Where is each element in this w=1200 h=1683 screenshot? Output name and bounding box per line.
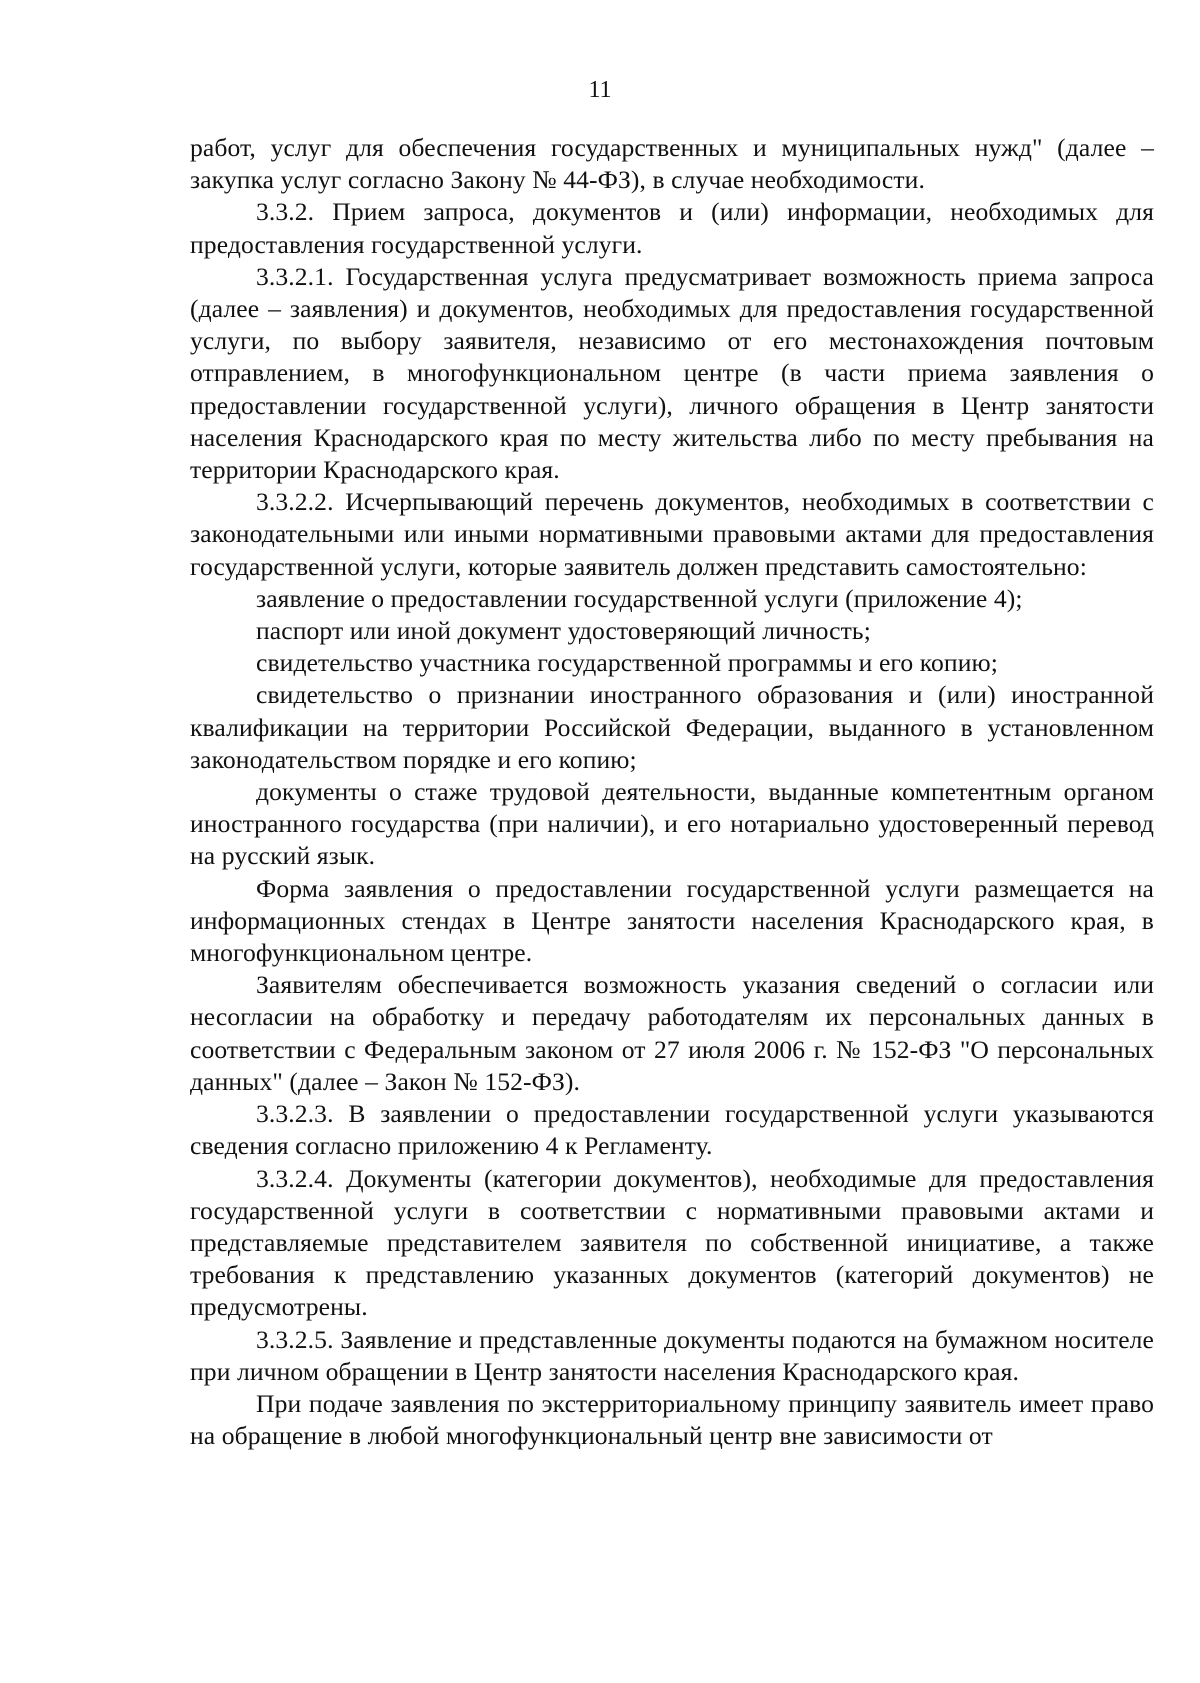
document-body: [190, 132, 1154, 1452]
paragraph-continuation: работ, услуг для обеспечения государственных и муниципальных нужд" (далее – закупка услуг согласно Закону № 44-ФЗ), в случае необходимости.: [190, 133, 1154, 195]
list-item-program-certificate: свидетельство участника государственной программы и его копию;: [256, 648, 998, 678]
paragraph-application-form: Форма заявления о предоставлении государственной услуги размещается на информационных стендах в Центре занятости населения Краснодарского края, в многофункциональном центре.: [190, 873, 1154, 968]
list-item-education-recognition: свидетельство о признании иностранного образования и (или) иностранной квалификации на территории Российской Федерации, выданного в установленном законодательством порядке и его копию;: [190, 680, 1154, 774]
paragraph-3-3-2-3: 3.3.2.3. В заявлении о предоставлении государственной услуги указываются сведения согласно приложению 4 к Регламенту.: [190, 1099, 1154, 1161]
paragraph-3-3-2-4: 3.3.2.4. Документы (категории документов), необходимые для предоставления государственной услуги в соответствии с нормативными правовыми актами и представляемые представителем заявителя по собственной инициативе, а также требования к представлению указанных документов (категорий документов) не предусмотрены.: [190, 1163, 1154, 1322]
paragraph-3-3-2: 3.3.2. Прием запроса, документов и (или) информации, необходимых для предоставления государственной услуги.: [190, 197, 1154, 259]
paragraph-3-3-2-5: 3.3.2.5. Заявление и представленные документы подаются на бумажном носителе при личном обращении в Центр занятости населения Краснодарского края.: [190, 1324, 1154, 1386]
paragraph-personal-data-consent: Заявителям обеспечивается возможность указания сведений о согласии или несогласии на обработку и передачу работодателям их персональных данных в соответствии с Федеральным законом от 27 июля 2006 г. № 152-ФЗ "О персональных данных" (далее – Закон № 152-ФЗ).: [190, 970, 1154, 1096]
list-item-application: заявление о предоставлении государственной услуги (приложение 4);: [256, 583, 1023, 613]
paragraph-3-3-2-2: 3.3.2.2. Исчерпывающий перечень документов, необходимых в соответствии с законодательными или иными нормативными правовыми актами для предоставления государственной услуги, которые заявитель должен представить самостоятельно:: [190, 487, 1154, 581]
paragraph-extraterritorial: При подаче заявления по экстерриториальному принципу заявитель имеет право на обращение в любой многофункциональный центр вне зависимости от: [190, 1388, 1154, 1451]
list-item-passport: паспорт или иной документ удостоверяющий личность;: [256, 616, 871, 646]
list-item-work-experience: документы о стаже трудовой деятельности, выданные компетентным органом иностранного государства (при наличии), и его нотариально удостоверенный перевод на русский язык.: [190, 777, 1154, 871]
page-number: 11: [588, 77, 612, 103]
paragraph-3-3-2-1: 3.3.2.1. Государственная услуга предусматривает возможность приема запроса (далее – заявления) и документов, необходимых для предоставления государственной услуги, по выбору заявителя, независимо от его местонахождения почтовым отправлением, в многофункциональном центре (в части приема заявления о предоставлении государственной услуги), личного обращения в Центр занятости населения Краснодарского края по месту жительства либо по месту пребывания на территории Краснодарского края.: [190, 261, 1154, 485]
